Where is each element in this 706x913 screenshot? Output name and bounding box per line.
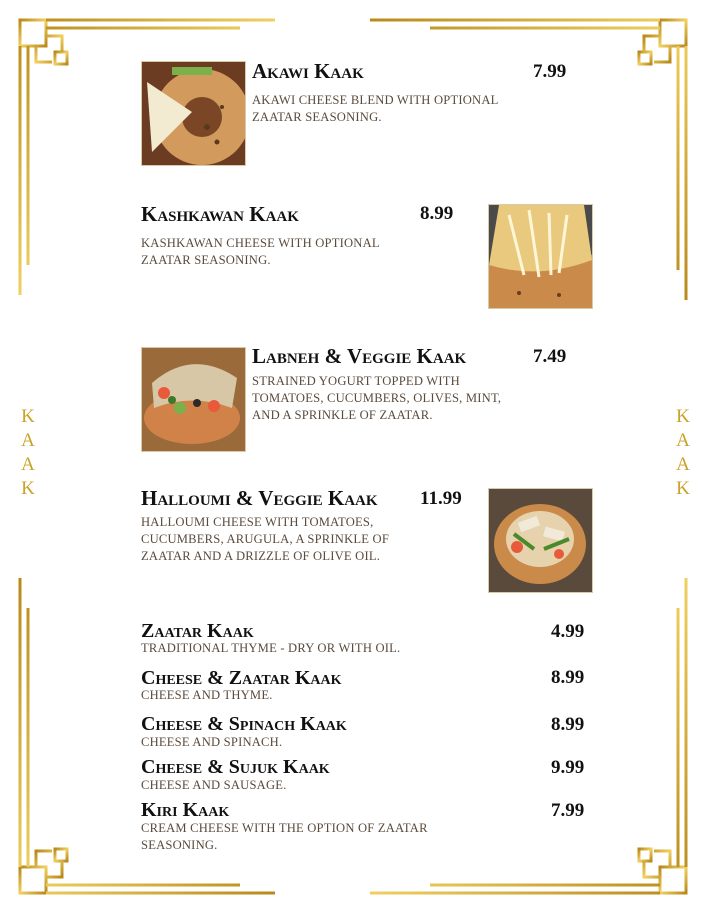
side-letter: A [21, 454, 35, 475]
menu-item-price: 7.99 [533, 61, 567, 82]
kashkawan-kaak-photo [488, 204, 593, 309]
menu-item-description: STRAINED YOGURT TOPPED WITH TOMATOES, CUCUMBERS, OLIVES, MINT, AND A SPRINKLE OF ZAATAR. [252, 374, 502, 422]
menu-item-name: Akawi Kaak [252, 59, 364, 83]
menu-item-name: Kashkawan Kaak [141, 202, 299, 226]
list-item-description: TRADITIONAL THYME - DRY OR WITH OIL. [141, 641, 401, 655]
list-item-name: Kiri Kaak [141, 799, 230, 821]
side-letter: A [21, 430, 35, 451]
side-letter: K [676, 406, 690, 427]
list-item-description: CHEESE AND SPINACH. [141, 735, 283, 749]
list-item-description: CHEESE AND SAUSAGE. [141, 778, 287, 792]
list-item-price: 9.99 [551, 757, 585, 778]
menu-item-name: Labneh & Veggie Kaak [252, 344, 467, 368]
side-letter: A [676, 454, 690, 475]
menu-item-description: HALLOUMI CHEESE WITH TOMATOES, CUCUMBERS, ARUGULA, A SPRINKLE OF ZAATAR AND A DRIZZLE OF OLIVE OIL. [141, 515, 390, 563]
akawi-kaak-photo [141, 61, 246, 166]
list-item-price: 8.99 [551, 714, 585, 735]
list-item-name: Zaatar Kaak [141, 620, 254, 642]
list-item-name: Cheese & Zaatar Kaak [141, 667, 342, 689]
side-letter: K [21, 406, 35, 427]
list-item-description: CREAM CHEESE WITH THE OPTION OF ZAATAR SEASONING. [141, 821, 428, 852]
list-item-name: Cheese & Sujuk Kaak [141, 756, 330, 778]
side-letter: K [21, 478, 35, 499]
side-letter: K [676, 478, 690, 499]
menu-item-description: KASHKAWAN CHEESE WITH OPTIONAL ZAATAR SEASONING. [141, 236, 380, 267]
side-letter: A [676, 430, 690, 451]
menu-item-description: AKAWI CHEESE BLEND WITH OPTIONAL ZAATAR SEASONING. [252, 93, 499, 124]
labneh-veggie-kaak-photo [141, 347, 246, 452]
menu-item-price: 11.99 [420, 488, 462, 509]
menu-item-price: 8.99 [420, 203, 454, 224]
list-item-price: 8.99 [551, 667, 585, 688]
menu-item-name: Halloumi & Veggie Kaak [141, 486, 378, 510]
menu-item-price: 7.49 [533, 346, 567, 367]
list-item-description: CHEESE AND THYME. [141, 688, 273, 702]
list-item-name: Cheese & Spinach Kaak [141, 713, 347, 735]
left-side-label [18, 405, 38, 501]
list-item-price: 4.99 [551, 621, 585, 642]
halloumi-veggie-kaak-photo [488, 488, 593, 593]
right-side-label [673, 405, 693, 501]
list-item-price: 7.99 [551, 800, 585, 821]
